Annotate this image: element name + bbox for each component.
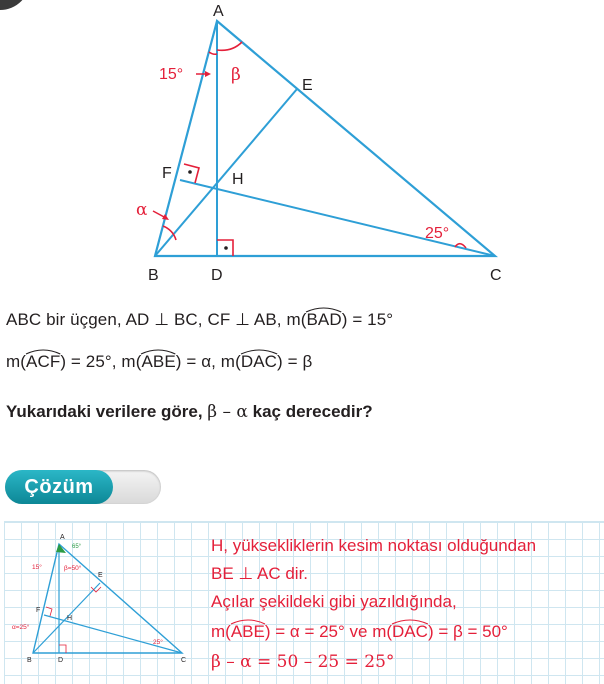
mini-alpha-label: α=25°: [12, 624, 30, 631]
mini-label-b: B: [27, 657, 32, 664]
mini-right-angle-f: [46, 607, 52, 616]
triangle-abc: [155, 21, 495, 256]
arc-dac: [217, 42, 242, 50]
mini-angle-top: 65°: [72, 544, 82, 550]
label-d: D: [211, 267, 223, 284]
corner-badge-fragment: [0, 0, 30, 10]
given-line-1: [6, 310, 393, 330]
mini-label-d: D: [58, 657, 64, 664]
angle-bad-label: 15°: [159, 66, 184, 83]
angle-acf-label: 25°: [425, 225, 450, 242]
solution-line-3: Açılar şekildeki gibi yazıldığında,: [211, 592, 457, 611]
question-expression: β – α: [207, 402, 248, 422]
label-b: B: [148, 267, 159, 284]
arc-angle-bad: BAD: [306, 310, 342, 329]
given-text: ABC bir üçgen, AD ⊥ BC, CF ⊥ AB, m(: [6, 310, 307, 329]
arc-angle-abe: ABE: [141, 352, 176, 371]
label-h: H: [232, 171, 244, 188]
solution-badge-label: Çözüm: [5, 470, 113, 504]
given-text: ) = 15°: [341, 310, 394, 329]
given-line-2: [6, 352, 312, 372]
sol-arc-abe: ABE: [230, 622, 265, 641]
mini-label-h: H: [67, 615, 73, 622]
given-text: ) = α, m(: [175, 352, 241, 371]
label-f: F: [162, 165, 172, 182]
altitude-cf: [180, 180, 495, 256]
mini-label-a: A: [60, 534, 65, 541]
mini-label-e: E: [98, 572, 103, 579]
given-text: ) = β: [277, 352, 313, 371]
solution-line-2: BE ⊥ AC dir.: [211, 564, 309, 583]
mini-beta-label: β=50°: [64, 565, 82, 572]
angle-beta-label: β: [231, 65, 241, 85]
solution-line-4: m( ABE) = α = 25° ve m( DAC) = β = 50°: [211, 622, 508, 641]
arc-angle-acf: ACF: [26, 352, 61, 371]
arc-bad: [209, 52, 217, 54]
solution-line-1: H, yüksekliklerin kesim noktası olduğundan: [211, 536, 537, 555]
label-a: A: [213, 3, 224, 20]
given-text: ) = 25°, m(: [60, 352, 142, 371]
mini-angle-c: 25°: [153, 639, 163, 646]
label-c: C: [490, 267, 502, 284]
label-e: E: [302, 77, 313, 94]
question-text: Yukarıdaki verilere göre, β – α kaç derecedir?: [6, 402, 373, 422]
solution-badge: [5, 470, 161, 504]
solution-line-5: β – α = 50 – 25 = 25°: [211, 652, 395, 672]
mini-label-f: F: [36, 607, 41, 614]
sol-arc-dac: DAC: [392, 622, 428, 641]
mini-label-c: C: [181, 657, 187, 664]
mini-triangle-abc: [33, 544, 182, 653]
triangle-figure: [0, 0, 604, 300]
given-text: m(: [6, 352, 27, 371]
solution-mini-figure: [4, 521, 204, 671]
arc-angle-dac: DAC: [240, 352, 278, 371]
angle-alpha-label: α: [136, 200, 148, 220]
right-angle-marker-d: [217, 240, 233, 256]
mini-angle-bad: 15°: [32, 564, 42, 571]
right-angle-marker-f: [184, 164, 199, 183]
mini-right-angle-d: [59, 645, 66, 653]
